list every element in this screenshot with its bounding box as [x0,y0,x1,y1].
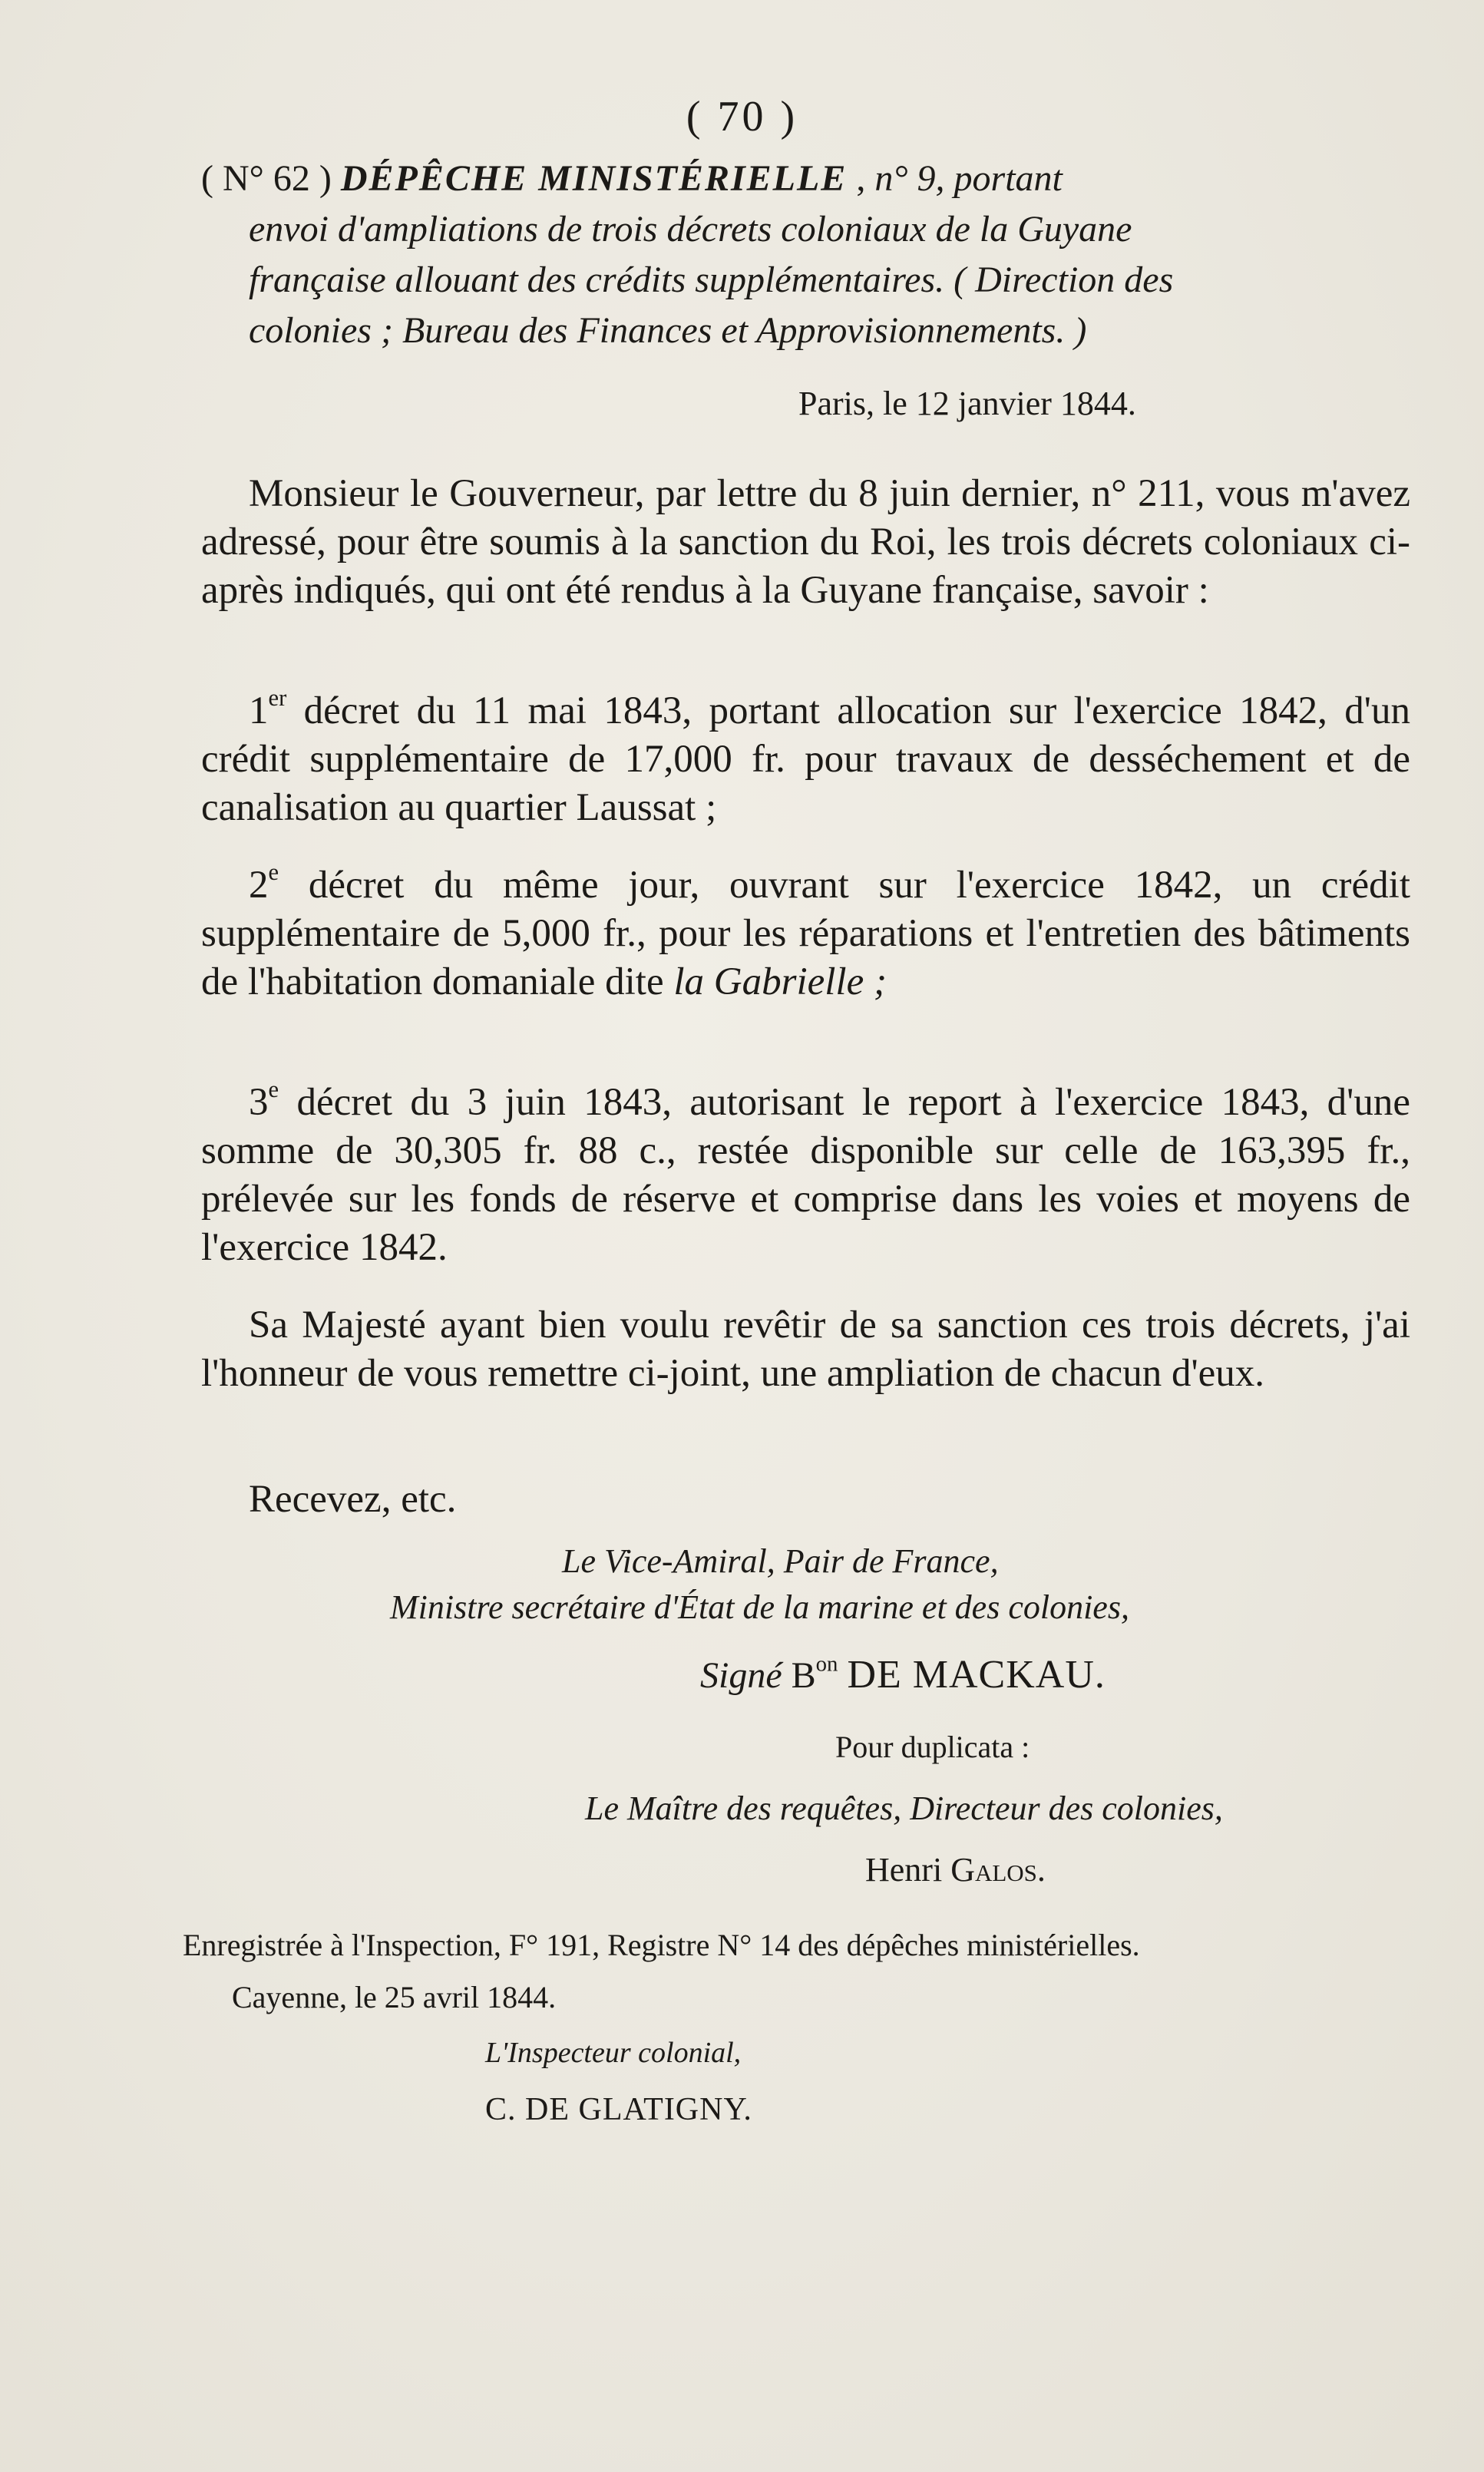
decree-2-text: décret du même jour, ouvrant sur l'exercice 1842, un crédit supplémentaire de 5,000 fr., pour les réparations et l'entretien des bâtiments de l'habitation domaniale dite [201,864,1410,1003]
paragraph-decree-2 [201,861,1410,1006]
decree-1-text: décret du 11 mai 1843, portant allocation sur l'exercice 1842, d'un crédit supplémentaire de 17,000 fr. pour travaux de desséchement et de canalisation au quartier Laussat ; [201,689,1410,829]
heading-line-4: colonies ; Bureau des Finances et Approvisionnements. ) [249,310,1087,351]
dispatch-number: ( N° 62 ) [201,158,332,199]
inspector-title: L'Inspecteur colonial, [485,2037,742,2069]
heading-rest-1: , portant [935,158,1063,199]
decree-1-sup: er [268,685,287,712]
baron-sup: on [815,1651,838,1677]
registration-date: Cayenne, le 25 avril 1844. [232,1980,557,2014]
heading-separator: , [847,158,875,199]
dispatch-no: n° 9 [874,158,936,199]
minister-name: DE MACKAU. [847,1653,1106,1697]
signe-label: Signé [700,1655,782,1696]
decree-3-text: décret du 3 juin 1843, autorisant le report à l'exercice 1843, d'une somme de 30,305 fr. 88 c., restée disponible sur celle de 163,395 fr., prélevée sur les fonds de réserve et comprise dans les voies et moyens de l'exercice 1842. [201,1081,1410,1269]
page-number: ( 70 ) [686,93,798,140]
dispatch-title: DÉPÊCHE MINISTÉRIELLE [340,158,848,199]
decree-2-italic: la Gabrielle ; [673,960,887,1003]
decree-3-sup: e [268,1076,279,1103]
baron-abbrev: B [791,1655,816,1696]
registration-line: Enregistrée à l'Inspection, F° 191, Registre N° 14 des dépêches ministérielles. [183,1928,1140,1962]
paragraph-majeste: Sa Majesté ayant bien voulu revêtir de sa sanction ces trois décrets, j'ai l'honneur de vous remettre ci-joint, une ampliation de chacun d'eux. [201,1304,1410,1395]
paragraph-intro: Monsieur le Gouverneur, par lettre du 8 juin dernier, n° 211, vous m'avez adressé, pour être soumis à la sanction du Roi, les trois décrets coloniaux ci-après indiqués, qui ont été rendus à la Guyane française, savoir : [201,472,1410,612]
heading-line-2: envoi d'ampliations de trois décrets coloniaux de la Guyane [249,209,1132,250]
inspector-name: C. DE GLATIGNY. [485,2092,752,2127]
decree-2-num: 2 [249,864,269,907]
dispatch-heading [201,154,1410,356]
decree-3-num: 3 [249,1081,269,1124]
duplicata-signer [865,1850,1046,1889]
signature-title-1: Le Vice-Amiral, Pair de France, [562,1542,999,1580]
paragraph-recevez: Recevez, etc. [249,1478,457,1521]
signature-name [700,1652,1106,1697]
dateline: Paris, le 12 janvier 1844. [798,385,1136,422]
decree-2-sup: e [268,859,279,886]
paragraph-decree-1 [201,687,1410,832]
decree-1-num: 1 [249,689,269,732]
signer-first-name: Henri [865,1851,943,1889]
signer-last-name: Galos. [950,1851,1046,1889]
heading-line-3: française allouant des crédits supplémentaires. ( Direction des [249,259,1174,300]
duplicata-title: Le Maître des requêtes, Directeur des colonies, [585,1790,1223,1827]
paragraph-decree-3 [201,1076,1410,1272]
signature-title-2: Ministre secrétaire d'État de la marine et des colonies, [390,1588,1129,1626]
duplicata-label: Pour duplicata : [835,1730,1030,1764]
